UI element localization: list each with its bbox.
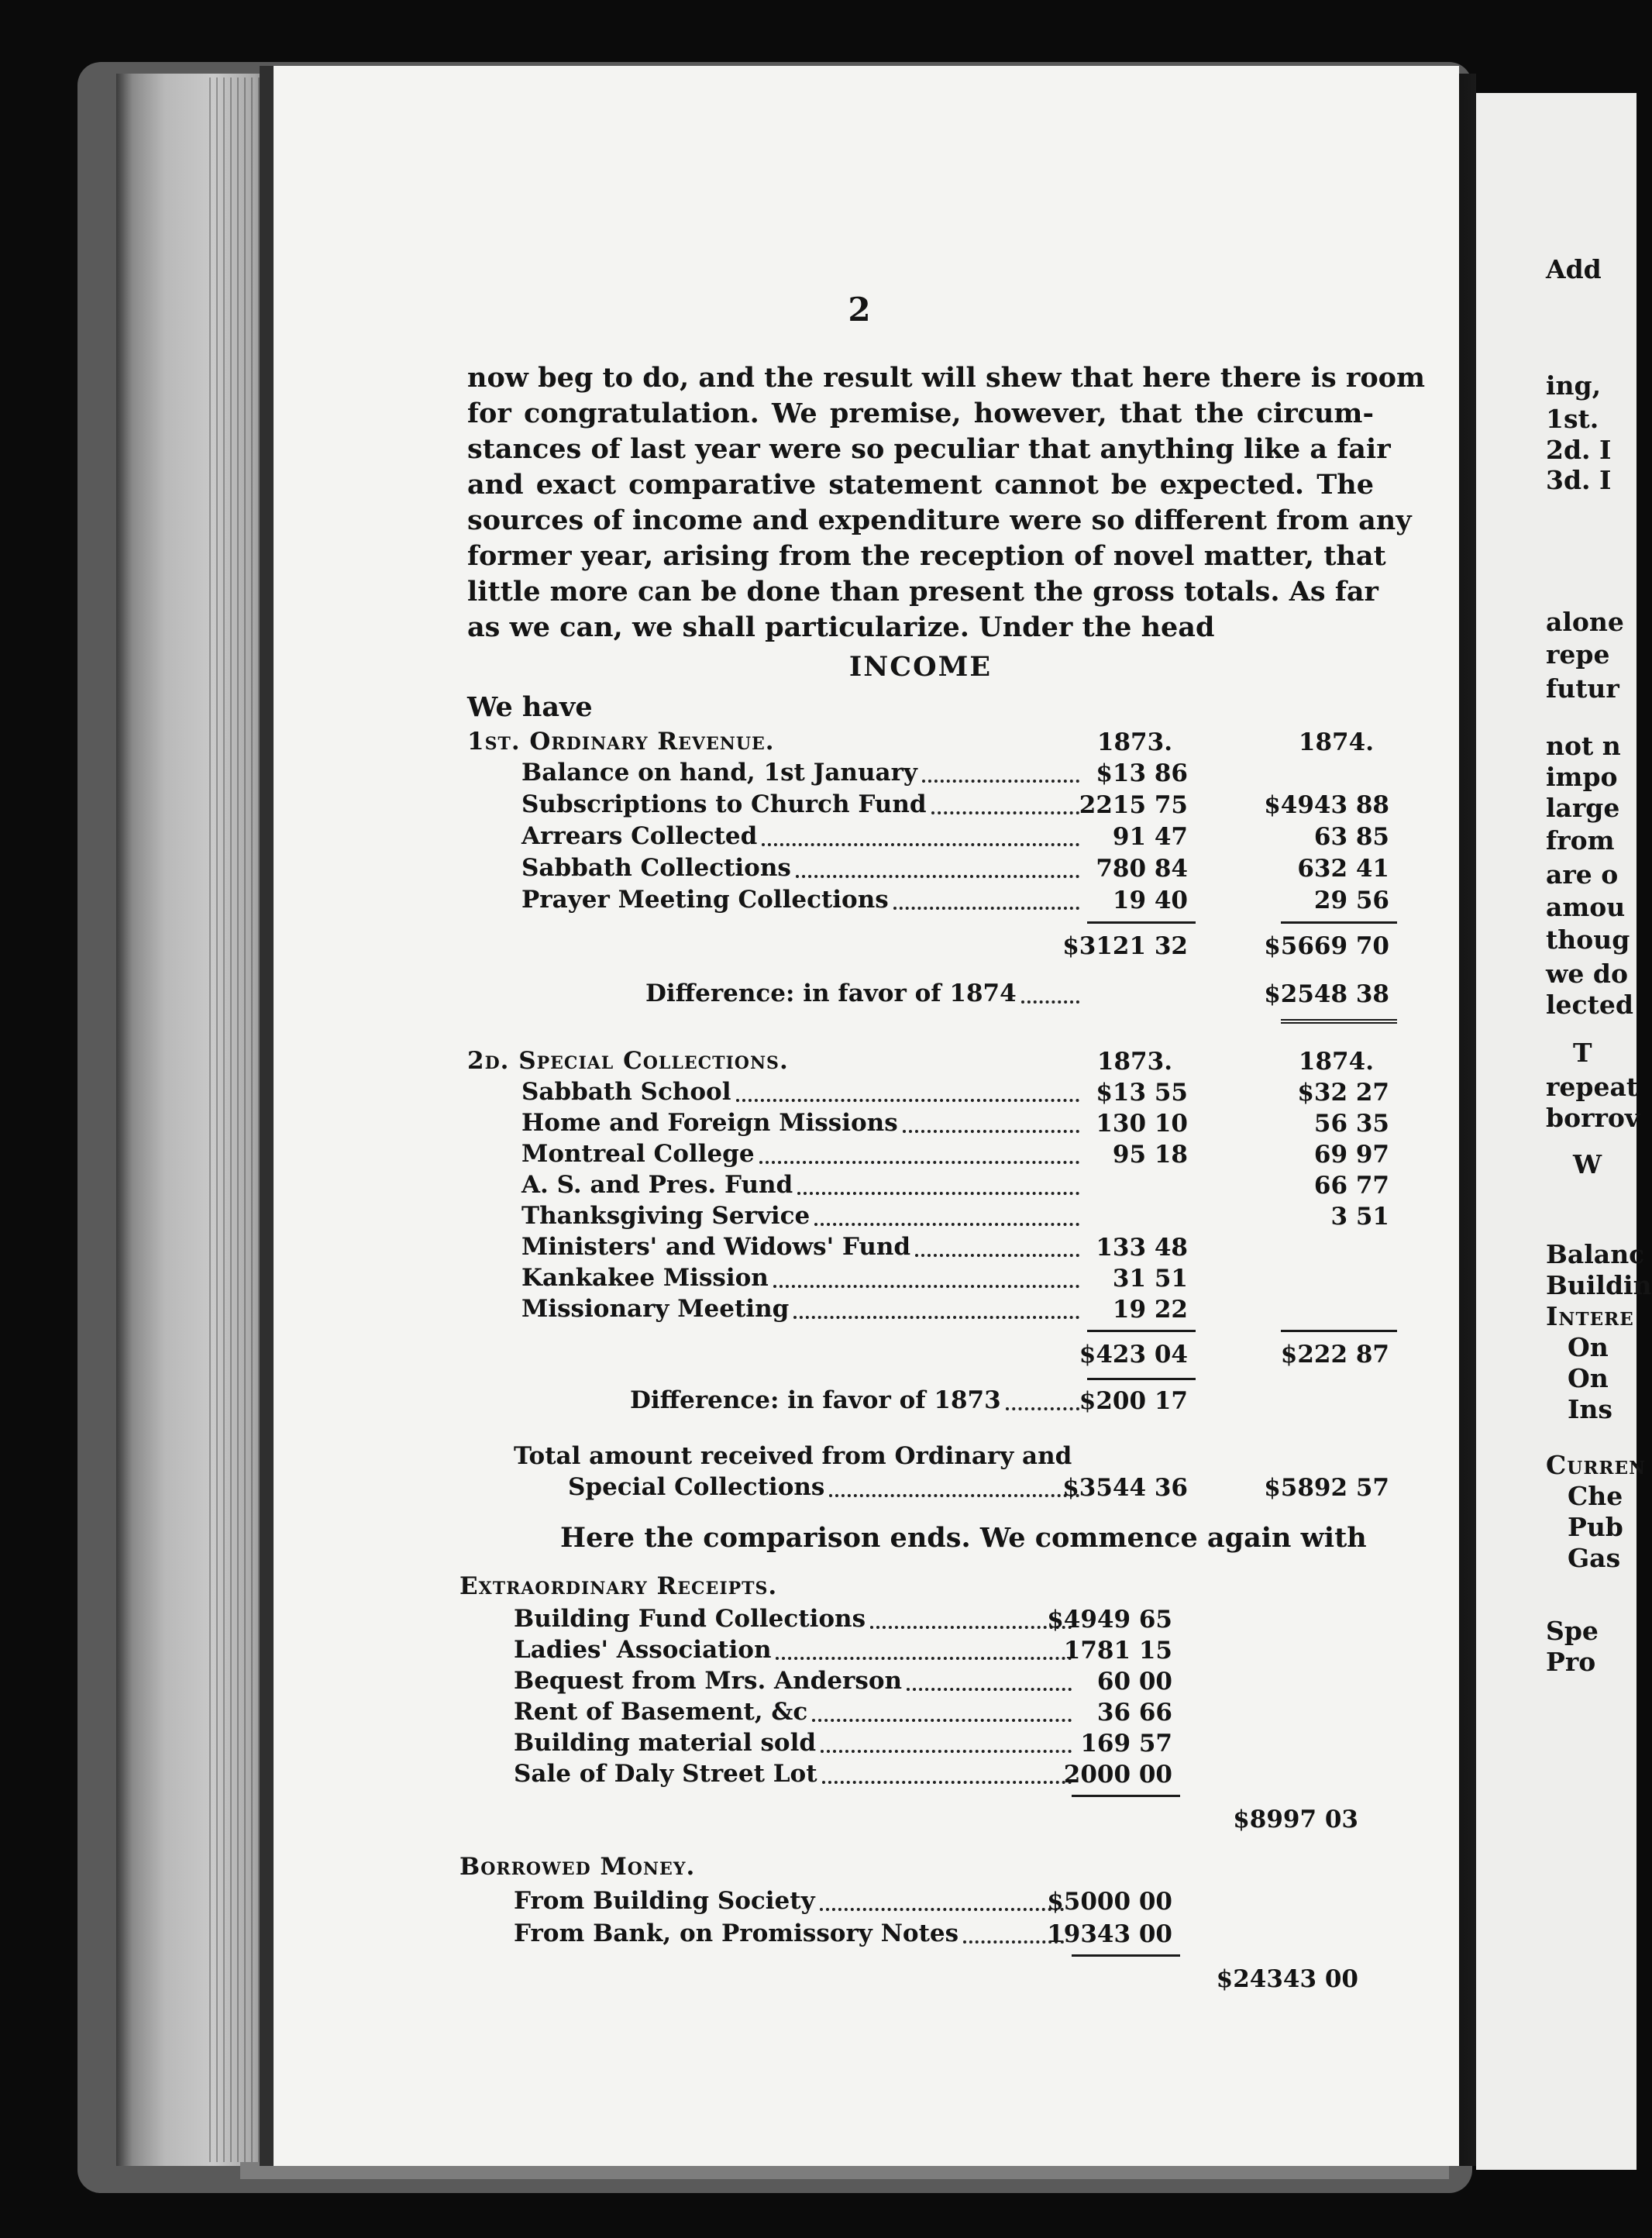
- dot-leader: [870, 1626, 1072, 1629]
- ledger-item: Subscriptions to Church Fund: [521, 790, 927, 818]
- dot-leader: [931, 811, 1079, 814]
- facing-page-fragment: Balanc: [1546, 1239, 1645, 1269]
- amount-1873: 31 51: [1112, 1265, 1188, 1293]
- facing-page-fragment: thoug: [1546, 924, 1630, 955]
- amount-1873: 91 47: [1112, 823, 1188, 851]
- dot-leader: [736, 1099, 1080, 1102]
- year-header-1873: 1873.: [1096, 1048, 1172, 1076]
- special-collections-label: 2d. Special Collections.: [467, 1047, 789, 1075]
- amount-1874: 66 77: [1313, 1172, 1389, 1200]
- total-1873: $3121 32: [1062, 932, 1188, 960]
- borrowed-money-label: Borrowed Money.: [459, 1853, 696, 1881]
- dot-leader: [915, 1254, 1079, 1257]
- comparison-ends-text: Here the comparison ends. We commence again with: [560, 1522, 1367, 1554]
- paragraph-line: little more can be done than present the gross totals. As far: [467, 576, 1378, 608]
- amount-1874: 63 85: [1313, 823, 1389, 851]
- total-label-line1: Total amount received from Ordinary and: [514, 1442, 1072, 1470]
- ledger-item: Rent of Basement, &c: [514, 1698, 808, 1726]
- ledger-item: From Building Society: [514, 1887, 815, 1915]
- receipt-amount: 36 66: [1096, 1699, 1172, 1727]
- total-rule: [1281, 1330, 1397, 1332]
- document-page: [260, 66, 1459, 2166]
- amount-1873: 780 84: [1096, 855, 1188, 883]
- facing-page-fragment: On: [1568, 1363, 1609, 1393]
- paragraph-line: sources of income and expenditure were so different from any: [467, 504, 1412, 536]
- ledger-item: Thanksgiving Service: [521, 1202, 811, 1230]
- total-1873: $423 04: [1079, 1341, 1188, 1369]
- facing-page-fragment: we do: [1546, 959, 1628, 989]
- total-rule: [1072, 1795, 1180, 1797]
- extraordinary-total: $8997 03: [1233, 1806, 1358, 1833]
- dot-leader: [773, 1285, 1079, 1288]
- receipt-amount: 2000 00: [1063, 1761, 1172, 1789]
- total-rule: [1087, 921, 1196, 924]
- facing-page-fragment: impo: [1546, 762, 1618, 792]
- ledger-item: Bequest from Mrs. Anderson: [514, 1667, 903, 1695]
- page-number: 2: [848, 291, 871, 329]
- facing-page-fragment: lected: [1546, 990, 1633, 1020]
- borrowed-total: $24343 00: [1216, 1965, 1358, 1993]
- ledger-item: Arrears Collected: [521, 822, 758, 850]
- difference-amount: $200 17: [1079, 1387, 1188, 1415]
- paragraph-line: former year, arising from the reception of novel matter, that: [467, 540, 1386, 572]
- ledger-item: Missionary Meeting: [521, 1295, 790, 1323]
- ledger-item: Balance on hand, 1st January: [521, 759, 917, 787]
- dot-leader: [893, 907, 1079, 910]
- amount-1873: 2215 75: [1079, 791, 1188, 819]
- year-header-1874: 1874.: [1298, 728, 1374, 756]
- grand-total-1874: $5892 57: [1264, 1474, 1389, 1502]
- amount-1873: 133 48: [1096, 1234, 1188, 1262]
- amount-1873: 130 10: [1096, 1110, 1188, 1138]
- dot-leader: [822, 1781, 1072, 1784]
- facing-page-fragment: Buildin: [1546, 1270, 1652, 1300]
- page-edge-lines: [209, 77, 263, 2162]
- amount-1874: $4943 88: [1264, 791, 1389, 819]
- dot-leader: [759, 1161, 1079, 1164]
- total-rule: [1072, 1954, 1180, 1957]
- amount-1874: 3 51: [1330, 1203, 1389, 1231]
- facing-page-fragment: are o: [1546, 859, 1619, 890]
- income-ledger: [274, 66, 1445, 2166]
- paragraph-line: for congratulation. We premise, however, that the circum-: [467, 398, 1374, 429]
- borrowed-amount: $5000 00: [1047, 1888, 1172, 1916]
- dot-leader: [1021, 1000, 1079, 1004]
- amount-1874: 69 97: [1313, 1141, 1389, 1169]
- facing-page-fragment: 2d. I: [1546, 435, 1612, 465]
- extraordinary-receipts-label: Extraordinary Receipts.: [459, 1572, 778, 1600]
- total-label-line2: Special Collections: [568, 1473, 825, 1501]
- ledger-item: Building material sold: [514, 1729, 817, 1757]
- facing-page-fragment: not n: [1546, 731, 1621, 761]
- amount-1874: 632 41: [1297, 855, 1389, 883]
- dot-leader: [793, 1316, 1079, 1319]
- ledger-item: Sabbath Collections: [521, 854, 791, 882]
- facing-page-fragment: borrov: [1546, 1103, 1640, 1133]
- receipt-amount: 1781 15: [1063, 1637, 1172, 1665]
- amount-1873: 19 22: [1112, 1296, 1188, 1324]
- ledger-item: Sale of Daly Street Lot: [514, 1760, 817, 1788]
- ledger-item: Building Fund Collections: [514, 1605, 866, 1633]
- amount-1873: 19 40: [1112, 887, 1188, 914]
- facing-page-fragment: alone: [1546, 607, 1624, 637]
- facing-page-fragment: repe: [1546, 639, 1610, 670]
- facing-page-fragment: Spe: [1546, 1616, 1599, 1646]
- paragraph-line: stances of last year were so peculiar that anything like a fair: [467, 433, 1391, 465]
- dot-leader: [903, 1130, 1079, 1133]
- facing-page-fragment: 1st.: [1546, 404, 1599, 434]
- total-rule: [1087, 1330, 1196, 1332]
- facing-page-fragment: large: [1546, 793, 1620, 823]
- ledger-item: Prayer Meeting Collections: [521, 886, 889, 914]
- dot-leader: [820, 1908, 1064, 1911]
- dot-leader: [814, 1223, 1079, 1226]
- facing-page-fragment: W: [1573, 1149, 1602, 1179]
- dot-leader: [829, 1494, 1079, 1497]
- ledger-item: Ladies' Association: [514, 1636, 772, 1664]
- facing-page-fragment: Intere: [1546, 1301, 1634, 1331]
- difference-amount: $2548 38: [1264, 980, 1389, 1008]
- dot-leader: [762, 843, 1079, 846]
- dot-leader: [922, 780, 1079, 783]
- facing-page-fragment: Ins: [1568, 1394, 1613, 1424]
- we-have-label: We have: [467, 691, 593, 723]
- ledger-item: Montreal College: [521, 1140, 755, 1168]
- total-1874: $5669 70: [1264, 932, 1389, 960]
- dot-leader: [1006, 1407, 1079, 1410]
- ordinary-revenue-label: 1st. Ordinary Revenue.: [467, 728, 775, 756]
- facing-page-fragment: On: [1568, 1332, 1609, 1362]
- ledger-item: Kankakee Mission: [521, 1264, 769, 1292]
- ledger-item: From Bank, on Promissory Notes: [514, 1920, 959, 1947]
- paragraph-line: and exact comparative statement cannot be expected. The: [467, 469, 1374, 501]
- amount-1874: 56 35: [1313, 1110, 1389, 1138]
- facing-page-fragment: repeat: [1546, 1072, 1639, 1102]
- receipt-amount: 169 57: [1080, 1730, 1172, 1758]
- receipt-amount: $4949 65: [1047, 1606, 1172, 1634]
- year-header-1873: 1873.: [1096, 728, 1172, 756]
- double-rule: [1281, 1019, 1397, 1024]
- receipt-amount: 60 00: [1096, 1668, 1172, 1696]
- amount-1873: $13 55: [1096, 1079, 1188, 1107]
- paragraph-line: as we can, we shall particularize. Under the head: [467, 611, 1215, 643]
- amount-1873: $13 86: [1096, 759, 1188, 787]
- facing-page-fragment: Curren: [1546, 1450, 1647, 1480]
- facing-page-fragment: from: [1546, 825, 1615, 856]
- year-header-1874: 1874.: [1298, 1048, 1374, 1076]
- amount-1874: 29 56: [1313, 887, 1389, 914]
- facing-page-fragment: T: [1573, 1038, 1592, 1068]
- dot-leader: [821, 1750, 1072, 1753]
- facing-page-fragment: futur: [1546, 673, 1619, 704]
- ledger-item: Sabbath School: [521, 1078, 731, 1106]
- dot-leader: [812, 1719, 1072, 1722]
- amount-1874: $32 27: [1297, 1079, 1389, 1107]
- paragraph-line: now beg to do, and the result will shew that here there is room: [467, 362, 1426, 394]
- ledger-item: A. S. and Pres. Fund: [521, 1171, 793, 1199]
- facing-page-fragment: Gas: [1568, 1543, 1621, 1573]
- facing-page: [1476, 93, 1652, 2170]
- dot-leader: [776, 1657, 1072, 1660]
- dot-leader: [797, 1192, 1079, 1195]
- ledger-item: Home and Foreign Missions: [521, 1109, 898, 1137]
- borrowed-amount: 19343 00: [1047, 1920, 1172, 1948]
- total-rule: [1087, 1378, 1196, 1380]
- total-1874: $222 87: [1280, 1341, 1389, 1369]
- difference-row: Difference: in favor of 1874: [645, 980, 1017, 1007]
- total-rule: [1281, 921, 1397, 924]
- facing-page-fragment: Add: [1546, 254, 1602, 284]
- dot-leader: [796, 875, 1079, 878]
- facing-page-fragment: ing,: [1546, 370, 1602, 401]
- facing-page-fragment: 3d. I: [1546, 465, 1612, 495]
- amount-1873: 95 18: [1112, 1141, 1188, 1169]
- grand-total-1873: $3544 36: [1062, 1474, 1188, 1502]
- facing-page-fragment: amou: [1546, 892, 1626, 922]
- section-heading-income: INCOME: [848, 651, 993, 683]
- facing-page-fragment: Pub: [1568, 1512, 1623, 1542]
- facing-page-fragment: Che: [1568, 1481, 1623, 1511]
- facing-page-fragment: Pro: [1546, 1647, 1596, 1677]
- ledger-item: Ministers' and Widows' Fund: [521, 1233, 911, 1261]
- dot-leader: [907, 1688, 1072, 1691]
- difference-row: Difference: in favor of 1873: [630, 1386, 1001, 1414]
